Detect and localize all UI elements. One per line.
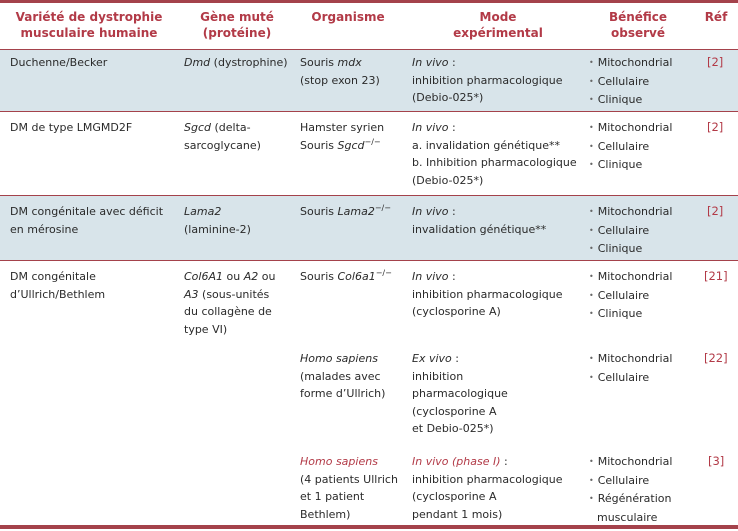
row4c-org-line: et 1 patient	[300, 490, 365, 503]
row2-variete-text: DM de type LMGMD2F	[10, 121, 133, 134]
row4a-benefice	[589, 268, 672, 324]
row3-mode-line: invalidation génétique**	[412, 222, 547, 236]
header-variete	[0, 9, 178, 41]
row1-gene	[184, 54, 288, 72]
header-benefice-line1: Bénéfice	[608, 10, 668, 24]
row3-ref[interactable]	[707, 203, 723, 221]
row1-mode	[412, 54, 562, 107]
row4-gene-symbol: A3	[184, 287, 199, 301]
header-variete-line2: musculaire humaine	[20, 26, 158, 40]
row4b-mode-head: Ex vivo	[412, 352, 452, 365]
row2-gene-symbol: Sgcd	[184, 121, 211, 134]
row1-gene-protein: (dystrophine)	[210, 56, 288, 69]
header-benefice	[588, 9, 688, 41]
benefit-item: • Mitochondrial	[589, 352, 672, 365]
row4b-mode-line: inhibition	[412, 369, 464, 383]
benefit-item: • Clinique	[589, 242, 642, 255]
row4a-mode-line: (cyclosporine A)	[412, 305, 501, 318]
row3-organisme	[300, 203, 391, 221]
row4b-mode-line: et Debio-025*)	[412, 422, 494, 435]
row3-org-genotype: −/−	[374, 203, 391, 213]
row1-org-species: Souris	[300, 56, 338, 69]
row4c-org-line: Bethlem)	[300, 507, 351, 521]
header-mode-line1: Mode	[479, 10, 517, 24]
header-benefice-line2: observé	[611, 26, 665, 40]
header-gene-line1: Gène muté	[200, 10, 274, 24]
row3-mode	[412, 203, 546, 238]
benefit-item: • Cellulaire	[589, 75, 649, 88]
row4b-mode-line: pharmacologique	[412, 387, 508, 400]
row1-mode-line: (Debio-025*)	[412, 91, 484, 104]
benefit-item: • Mitochondrial	[589, 205, 672, 218]
row1-variete	[10, 54, 107, 72]
row4a-mode-line: inhibition pharmacologique	[412, 287, 563, 301]
row2-mode-line: a. invalidation génétique**	[412, 138, 560, 152]
row4a-org-genotype: −/−	[375, 268, 392, 278]
row2-org-species: Hamster syrien	[300, 121, 385, 134]
row4c-mode	[412, 453, 562, 523]
header-gene	[178, 9, 296, 41]
row1-org-detail: (stop exon 23)	[300, 73, 380, 87]
table-header	[0, 3, 738, 49]
row2-gene-protein-cont: sarcoglycane)	[184, 138, 261, 152]
header-mode	[408, 9, 588, 41]
row4c-mode-line: (cyclosporine A	[412, 490, 497, 503]
row2-org-genotype: −/−	[364, 136, 381, 146]
benefit-item: • Régénération	[589, 492, 671, 505]
row4a-ref[interactable]	[704, 268, 728, 286]
row3-gene	[184, 203, 251, 238]
row4c-organisme	[300, 453, 398, 523]
benefit-item: • Clinique	[589, 307, 642, 320]
row2-gene	[184, 119, 261, 154]
benefit-item: • Cellulaire	[589, 140, 649, 153]
benefit-item: • Cellulaire	[589, 474, 649, 487]
header-organisme	[296, 9, 400, 25]
row4-variete-line: d’Ullrich/Bethlem	[10, 287, 106, 301]
row1-org-strain: mdx	[337, 56, 362, 69]
row3-mode-head: In vivo	[412, 205, 449, 218]
row4b-org-line: (malades avec	[300, 369, 381, 383]
row4b-mode-colon: :	[451, 352, 459, 365]
row2-mode-line: b. Inhibition pharmacologique	[412, 156, 577, 169]
row4-gene-or: ou	[223, 270, 244, 283]
row4a-org-species: Souris	[300, 270, 338, 283]
row4c-mode-line: inhibition pharmacologique	[412, 472, 563, 486]
row4b-mode-line: (cyclosporine A	[412, 404, 497, 418]
row3-gene-protein: (laminine-2)	[184, 222, 251, 236]
row1-variete-text: Duchenne/Becker	[10, 56, 108, 69]
row2-mode-line: (Debio-025*)	[412, 173, 484, 187]
row3-org-species: Souris	[300, 205, 338, 218]
row4a-mode-head: In vivo	[412, 270, 449, 283]
row2-variete	[10, 119, 132, 137]
benefit-item: • Cellulaire	[589, 289, 649, 302]
reference-link[interactable]: [2]	[707, 55, 724, 69]
row1-gene-symbol: Dmd	[184, 56, 211, 69]
row4-gene	[184, 268, 275, 338]
benefit-item-cont: musculaire	[597, 510, 658, 524]
row4b-benefice	[589, 350, 672, 387]
row2-mode	[412, 119, 577, 189]
header-variete-line1: Variété de dystrophie	[15, 10, 163, 24]
row4a-mode-colon: :	[448, 270, 456, 283]
row1-mode-colon: :	[448, 56, 456, 69]
row1-benefice	[589, 54, 672, 110]
row4a-organisme	[300, 268, 392, 286]
row4c-org-species: Homo sapiens	[300, 455, 378, 468]
row3-variete-line: DM congénitale avec déficit	[10, 205, 164, 218]
benefit-item: • Cellulaire	[589, 371, 649, 384]
row4-variete-line: DM congénitale	[10, 270, 96, 283]
row4c-mode-line: pendant 1 mois)	[412, 507, 503, 521]
row4-gene-or: ou	[258, 270, 276, 283]
row4-gene-protein-cont: type VI)	[184, 322, 228, 336]
row2-benefice	[589, 119, 672, 175]
row4a-mode	[412, 268, 562, 321]
reference-link[interactable]: [2]	[707, 120, 724, 134]
table-bottom-rule	[0, 525, 738, 529]
row2-mode-colon: :	[448, 121, 456, 134]
row2-organisme	[300, 119, 384, 154]
row4b-organisme	[300, 350, 385, 403]
benefit-item: • Mitochondrial	[589, 455, 672, 468]
header-ref-text: Réf	[704, 10, 728, 24]
header-organisme-text: Organisme	[311, 10, 385, 24]
row4b-ref[interactable]	[704, 350, 728, 368]
benefit-item: • Clinique	[589, 93, 642, 106]
row4b-org-line: forme d’Ullrich)	[300, 387, 386, 400]
row2-gene-protein: (delta-	[211, 121, 251, 134]
row4b-org-species: Homo sapiens	[300, 352, 378, 365]
row4c-mode-head: In vivo (phase I)	[412, 455, 501, 468]
row3-variete	[10, 203, 163, 238]
reference-link[interactable]: [22]	[704, 351, 728, 365]
header-gene-line2: (protéine)	[202, 26, 272, 40]
header-mode-line2: expérimental	[453, 26, 543, 40]
row4c-benefice	[589, 453, 672, 526]
row1-mode-line: inhibition pharmacologique	[412, 73, 563, 87]
row4a-org-strain: Col6a1	[337, 270, 376, 283]
benefit-item: • Cellulaire	[589, 224, 649, 237]
row4-gene-protein-cont: du collagène de	[184, 305, 272, 318]
row4b-mode	[412, 350, 508, 438]
row3-benefice	[589, 203, 672, 259]
benefit-item: • Mitochondrial	[589, 270, 672, 283]
row2-org-species2: Souris	[300, 138, 338, 152]
row4-variete	[10, 268, 105, 303]
row2-mode-head: In vivo	[412, 121, 449, 134]
header-ref	[694, 9, 738, 25]
row4-gene-symbol: Col6A1	[184, 270, 223, 283]
row1-mode-head: In vivo	[412, 56, 449, 69]
row3-mode-colon: :	[448, 205, 456, 218]
row2-ref[interactable]	[707, 119, 723, 137]
benefit-item: • Mitochondrial	[589, 121, 672, 134]
reference-link[interactable]: [21]	[704, 269, 728, 283]
reference-link[interactable]: [3]	[708, 454, 725, 468]
row4c-org-line: (4 patients Ullrich	[300, 472, 398, 486]
row1-organisme	[300, 54, 380, 89]
row4-gene-symbol: A2	[243, 270, 259, 283]
benefit-item: • Clinique	[589, 158, 642, 171]
row3-gene-symbol: Lama2	[184, 205, 222, 218]
row3-org-strain: Lama2	[337, 205, 375, 218]
row3-variete-line: en mérosine	[10, 222, 79, 236]
row4-gene-protein: (sous-unités	[198, 287, 270, 301]
row4c-mode-colon: :	[500, 455, 508, 468]
benefit-item: • Mitochondrial	[589, 56, 672, 69]
row1-ref[interactable]	[707, 54, 723, 72]
row2-org-strain: Sgcd	[337, 138, 365, 152]
row4c-ref[interactable]	[708, 453, 724, 471]
reference-link[interactable]: [2]	[707, 204, 724, 218]
